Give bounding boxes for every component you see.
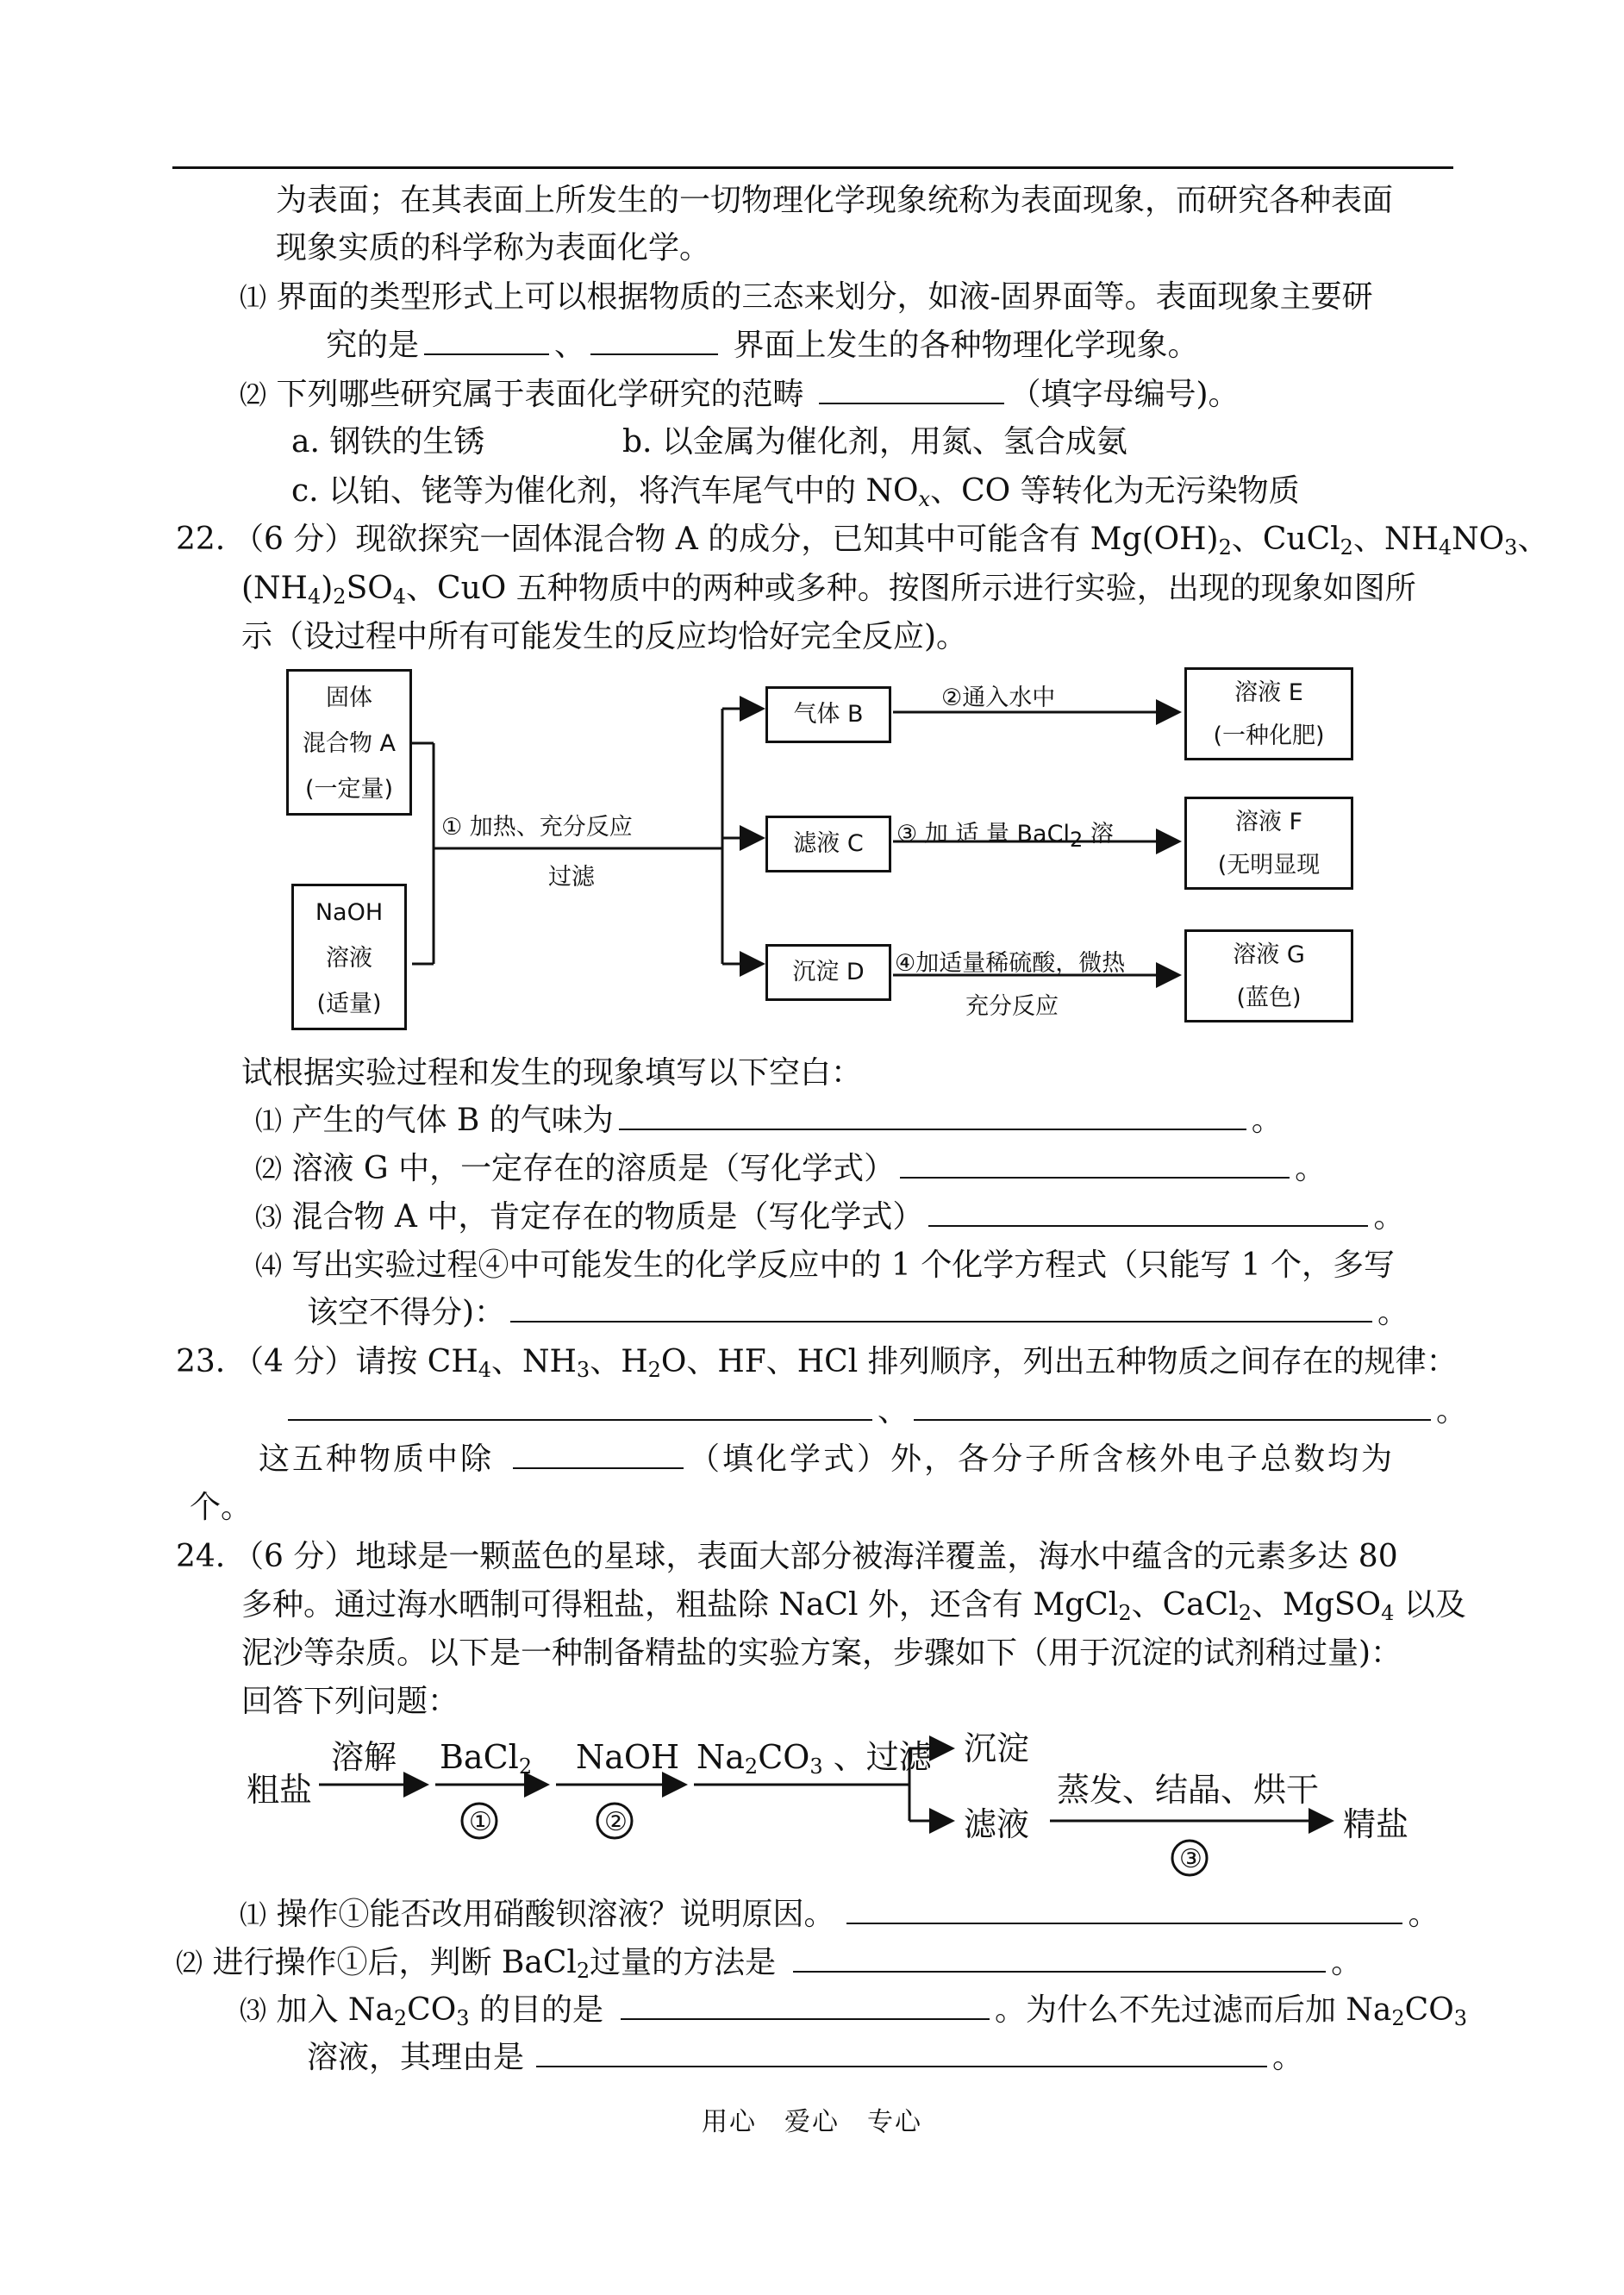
q24-sub1: ⑴ 操作①能否改用硝酸钡溶液？说明原因。 。	[240, 1897, 1440, 1932]
q24-line-1: （6 分）地球是一颗蓝色的星球，表面大部分被海洋覆盖，海水中蕴含的元素多达 80	[233, 1539, 1398, 1574]
q24-line-3: 泥沙等杂质。以下是一种制备精盐的实验方案，步骤如下（用于沉淀的试剂稍过量)：	[241, 1635, 1402, 1671]
q24-line-4: 回答下列问题：	[241, 1684, 459, 1719]
q22-prompt: 试根据实验过程和发生的现象填写以下空白：	[241, 1055, 863, 1091]
q23-line-4: 个。	[190, 1490, 253, 1525]
label-step4: ④加适量稀硫酸，微热	[895, 950, 1126, 977]
box-naoh-solution: NaOH 溶液 (适量)	[291, 884, 407, 1030]
q22-sub4-line1: ⑷ 写出实验过程④中可能发生的化学反应中的 1 个化学方程式（只能写 1 个，多写	[255, 1248, 1396, 1283]
intro-line-2: 现象实质的科学称为表面化学。	[276, 230, 711, 266]
q23-line-3: 这五种物质中除 （填化学式）外，各分子所含核外电子总数均为	[259, 1441, 1396, 1477]
label-step2: ②通入水中	[941, 685, 1056, 711]
box-solution-g: 溶液 G (蓝色)	[1184, 929, 1353, 1022]
q22-number: 22.	[176, 522, 226, 557]
flow-step-3: ③	[1179, 1844, 1202, 1874]
box-precipitate-d: 沉淀 D	[765, 944, 891, 1001]
q24-sub3: ⑶ 加入 $Na_2CO_3$ 的目的是 。为什么不先过滤而后加 $Na_2CO_3$	[240, 1992, 1468, 2030]
q24-blank-4[interactable]	[536, 2038, 1267, 2067]
q22-sub4-line2: 该空不得分)： 。	[307, 1295, 1409, 1330]
q21-option-b: b. 以金属为催化剂，用氮、氢合成氨	[622, 424, 1127, 460]
q24-number: 24.	[176, 1539, 226, 1574]
flow-na2co3-filter: $Na_2CO_3$ 、过滤	[696, 1738, 932, 1779]
flow-bacl2: BaCl$_2$	[440, 1738, 533, 1779]
q22-sub3: ⑶ 混合物 A 中，肯定存在的物质是（写化学式） 。	[255, 1199, 1405, 1235]
q22-line-3: 示（设过程中所有可能发生的反应均恰好完全反应)。	[241, 619, 968, 654]
q21-part2: ⑵ 下列哪些研究属于表面化学研究的范畴 （填字母编号)。	[240, 377, 1240, 412]
q24-blank-1[interactable]	[846, 1895, 1402, 1924]
label-step4-react: 充分反应	[965, 993, 1059, 1020]
flow-step-1: ①	[469, 1807, 492, 1837]
q21-part1-line2: 究的是 、 界面上发生的各种物理化学现象。	[326, 328, 1199, 363]
q21-part1-text: 界面的类型形式上可以根据物质的三态来划分，如液-固界面等。表面现象主要研	[276, 279, 1373, 315]
flow-naoh: NaOH	[576, 1738, 680, 1776]
box-solid-mixture-a: 固体 混合物 A (一定量)	[286, 669, 412, 816]
q22-line-2: $(NH_4)_2SO_4$、CuO 五种物质中的两种或多种。按图所示进行实验，出现的现象如图所	[241, 571, 1416, 609]
flow-fine-salt: 精盐	[1343, 1805, 1409, 1843]
label-step1-heat: ① 加热、充分反应	[441, 814, 633, 841]
page-footer: 用心 爱心 专心	[702, 2107, 922, 2137]
q23-number: 23.	[176, 1344, 226, 1379]
q24-sub3-line2: 溶液，其理由是 。	[307, 2040, 1304, 2075]
q24-blank-3[interactable]	[621, 1991, 990, 2020]
flow-step-2: ②	[604, 1807, 628, 1837]
q22-sub2: ⑵ 溶液 G 中，一定存在的溶质是（写化学式） 。	[255, 1151, 1327, 1186]
box-solution-e: 溶液 E (一种化肥)	[1184, 667, 1353, 760]
label-filter: 过滤	[548, 864, 595, 891]
flow-dissolve: 溶解	[331, 1738, 397, 1776]
box-gas-b: 气体 B	[765, 686, 891, 743]
box-solution-f: 溶液 F (无明显现	[1184, 797, 1353, 890]
intro-line-1: 为表面；在其表面上所发生的一切物理化学现象统称为表面现象，而研究各种表面	[276, 183, 1394, 218]
q24-blank-2[interactable]	[793, 1943, 1326, 1973]
q21-part1-num: ⑴	[240, 283, 266, 314]
flow-precipitate: 沉淀	[964, 1729, 1030, 1767]
q23-line-2: 、 。	[288, 1391, 1467, 1431]
label-step3: ③ 加 适 量 BaCl$_2$ 溶	[896, 821, 1114, 852]
q22-line-1: （6 分）现欲探究一固体混合物 A 的成分，已知其中可能含有 $Mg(OH)_2$、CuCl$_2$、$NH_4NO_3$、	[233, 522, 1549, 560]
q21-option-c: c. 以铂、铑等为催化剂，将汽车尾气中的 $NO_x$、CO 等转化为无污染物质	[291, 473, 1300, 511]
flow-evaporate: 蒸发、结晶、烘干	[1057, 1771, 1320, 1809]
q22-sub1: ⑴ 产生的气体 B 的气味为 。	[255, 1103, 1283, 1138]
box-filtrate-c: 滤液 C	[765, 816, 891, 872]
flow-crude-salt: 粗盐	[247, 1771, 313, 1809]
q23-line-1: （4 分）请按 $CH_4$、$NH_3$、$H_2O$、HF、HCl 排列顺序，列出五种物质之间存在的规律：	[233, 1344, 1458, 1382]
q21-option-a: a. 钢铁的生锈	[291, 424, 485, 460]
flow-filtrate: 滤液	[964, 1805, 1030, 1843]
q24-line-2: 多种。通过海水晒制可得粗盐，粗盐除 NaCl 外，还含有 MgCl$_2$、CaCl$_2$、MgSO$_4$ 以及	[241, 1587, 1466, 1625]
q24-sub2: ⑵ 进行操作①后，判断 BaCl$_2$过量的方法是 。	[176, 1945, 1363, 1983]
